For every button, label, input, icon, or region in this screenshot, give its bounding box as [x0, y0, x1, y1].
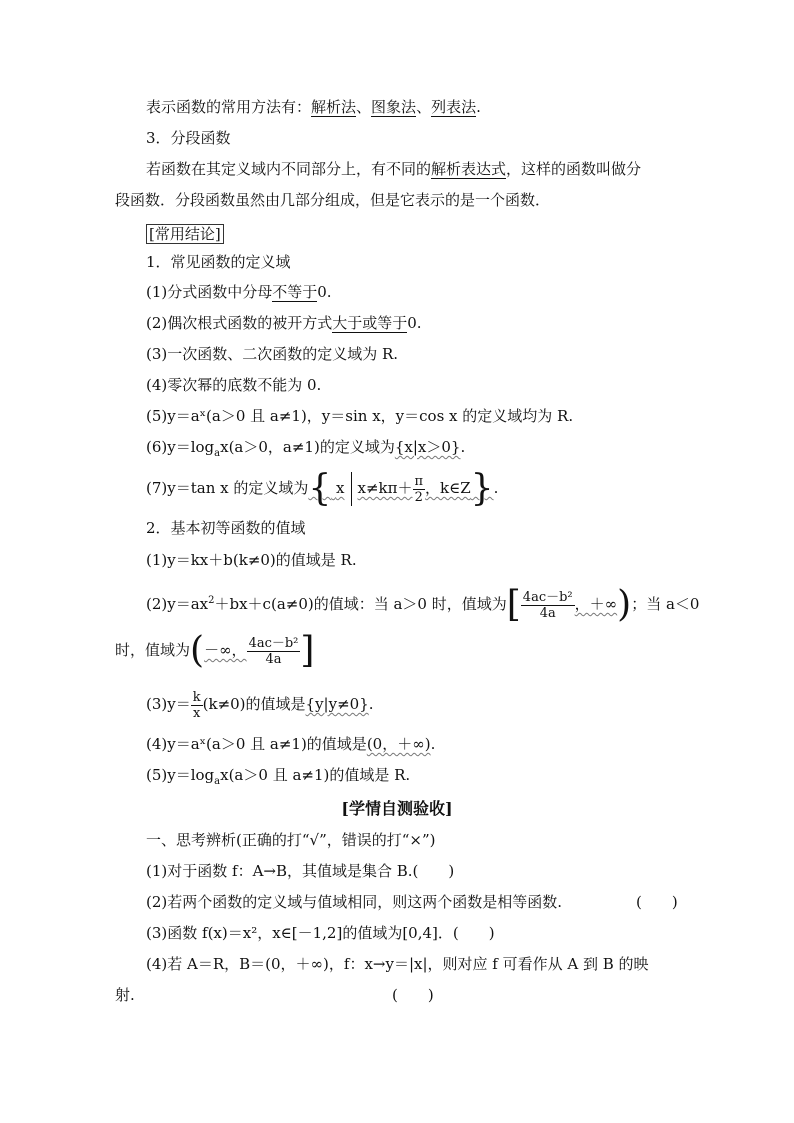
denominator: 4a — [265, 651, 282, 667]
method-table: 列表法 — [431, 98, 477, 116]
denominator: 4a — [539, 605, 556, 621]
subscript: a — [214, 776, 221, 787]
superscript: 2 — [208, 595, 215, 606]
question-4: (4)若 A＝R，B＝(0，＋∞)，f：x→y＝|x|，则对应 f 可看作从 A 到 B 的映 — [146, 955, 649, 973]
condition-tail: ，k∈Z — [425, 479, 471, 497]
range-item-2 — [146, 581, 699, 623]
text: (1)分式函数中分母 — [146, 283, 273, 301]
text: . — [430, 735, 436, 753]
text: . — [493, 479, 499, 497]
question-1: (1)对于函数 f：A→B，其值域是集合 B.( ) — [146, 862, 455, 880]
var: x — [336, 479, 345, 497]
judge-heading: 一、思考辨析(正确的打“√”，错误的打“×”) — [146, 831, 436, 849]
text: (7)y＝tan x 的定义域为 — [146, 479, 309, 497]
numerator: 4ac－b² — [522, 589, 573, 605]
piecewise-para-line1 — [146, 159, 641, 179]
text: (2)y＝ax — [146, 595, 209, 613]
denominator: x — [193, 705, 201, 721]
text: (4)y＝aˣ(a＞0 且 a≠1)的值域是 — [146, 735, 367, 753]
domain-item-1 — [146, 282, 332, 302]
set-bar — [351, 472, 352, 506]
text: x(a＞0，a≠1)的定义域为 — [220, 438, 395, 456]
range-item-2-cont — [115, 630, 314, 672]
underlined: 大于或等于 — [332, 314, 408, 332]
period: . — [476, 98, 481, 116]
paren-right: ) — [617, 584, 632, 625]
numerator: 4ac－b² — [248, 635, 299, 651]
piecewise-para-line2: 段函数．分段函数虽然由几部分组成，但是它表示的是一个函数． — [115, 191, 551, 209]
range-set: {y|y≠0} — [305, 695, 369, 713]
domain-item-2 — [146, 313, 422, 333]
denominator: 2 — [414, 489, 423, 505]
text: 0. — [317, 283, 332, 301]
domain-item-5: (5)y＝aˣ(a＞0 且 a≠1)，y＝sin x，y＝cos x 的定义域均为 R. — [146, 407, 574, 425]
text: (2)偶次根式函数的被开方式 — [146, 314, 333, 332]
question-2: (2)若两个函数的定义域与值域相同，则这两个函数是相等函数. — [146, 893, 563, 911]
methods-prefix: 表示函数的常用方法有： — [146, 98, 312, 116]
text: 时，值域为 — [115, 641, 191, 659]
bracket-right: ] — [300, 630, 315, 671]
text: ；当 a＜0 — [631, 595, 700, 613]
question-4-cont: 射. — [115, 986, 135, 1004]
text: . — [368, 695, 374, 713]
text: 0. — [407, 314, 422, 332]
range-item-1: (1)y＝kx＋b(k≠0)的值域是 R. — [146, 551, 357, 569]
method-graph: 图象法 — [371, 98, 417, 116]
sep: 、 — [356, 98, 372, 116]
infinity: ，＋∞ — [574, 595, 618, 613]
text: (5)y＝log — [146, 766, 215, 784]
range-item-4 — [146, 734, 435, 754]
question-3: (3)函数 f(x)＝x²，x∈[－1,2]的值域为[0,4]．( ) — [146, 924, 495, 942]
subscript: a — [214, 448, 221, 459]
conclusions-label: [常用结论] — [146, 224, 224, 244]
method-analytic: 解析法 — [311, 98, 357, 116]
domain-item-3: (3)一次函数、二次函数的定义域为 R. — [146, 345, 399, 363]
bracket-left: [ — [506, 584, 521, 625]
domain-item-7 — [146, 468, 498, 510]
text: (k≠0)的值域是 — [202, 695, 306, 713]
text: x(a＞0 且 a≠1)的值域是 R. — [220, 766, 411, 784]
text: ＋bx＋c(a≠0)的值域：当 a＞0 时，值域为 — [214, 595, 507, 613]
text: (3)y＝ — [146, 695, 191, 713]
question-4-paren: ( ) — [392, 986, 434, 1004]
fraction — [521, 590, 575, 621]
piecewise-heading: 3．分段函数 — [146, 129, 231, 147]
text: . — [460, 438, 466, 456]
brace-left: { — [308, 468, 332, 509]
methods-line — [146, 97, 481, 117]
domain-set: {x|x＞0} — [394, 438, 461, 456]
condition: x≠kπ＋ — [357, 479, 413, 497]
question-2-paren: ( ) — [636, 893, 678, 911]
analytic-expression: 解析表达式 — [431, 160, 507, 178]
range-heading: 2．基本初等函数的值域 — [146, 519, 306, 537]
brace-right: } — [470, 468, 494, 509]
paren-left: ( — [190, 630, 205, 671]
domain-item-4: (4)零次幂的底数不能为 0. — [146, 376, 322, 394]
text: (6)y＝log — [146, 438, 215, 456]
range-item-3 — [146, 684, 374, 726]
text: ，这样的函数叫做分 — [506, 160, 642, 178]
numerator: k — [192, 689, 201, 705]
tan-domain-set — [308, 468, 494, 509]
selftest-title: [学情自测验收] — [341, 799, 453, 818]
fraction — [413, 474, 426, 505]
sep: 、 — [416, 98, 432, 116]
neg-infinity: －∞， — [204, 641, 247, 659]
fraction — [247, 636, 301, 667]
fraction — [191, 690, 203, 721]
range-item-5 — [146, 765, 410, 792]
domain-heading: 1．常见函数的定义域 — [146, 253, 291, 271]
numerator: π — [414, 473, 424, 489]
range-set: (0，＋∞) — [366, 735, 431, 753]
domain-item-6 — [146, 437, 465, 464]
underlined: 不等于 — [272, 283, 318, 301]
text: 若函数在其定义域内不同部分上，有不同的 — [146, 160, 432, 178]
